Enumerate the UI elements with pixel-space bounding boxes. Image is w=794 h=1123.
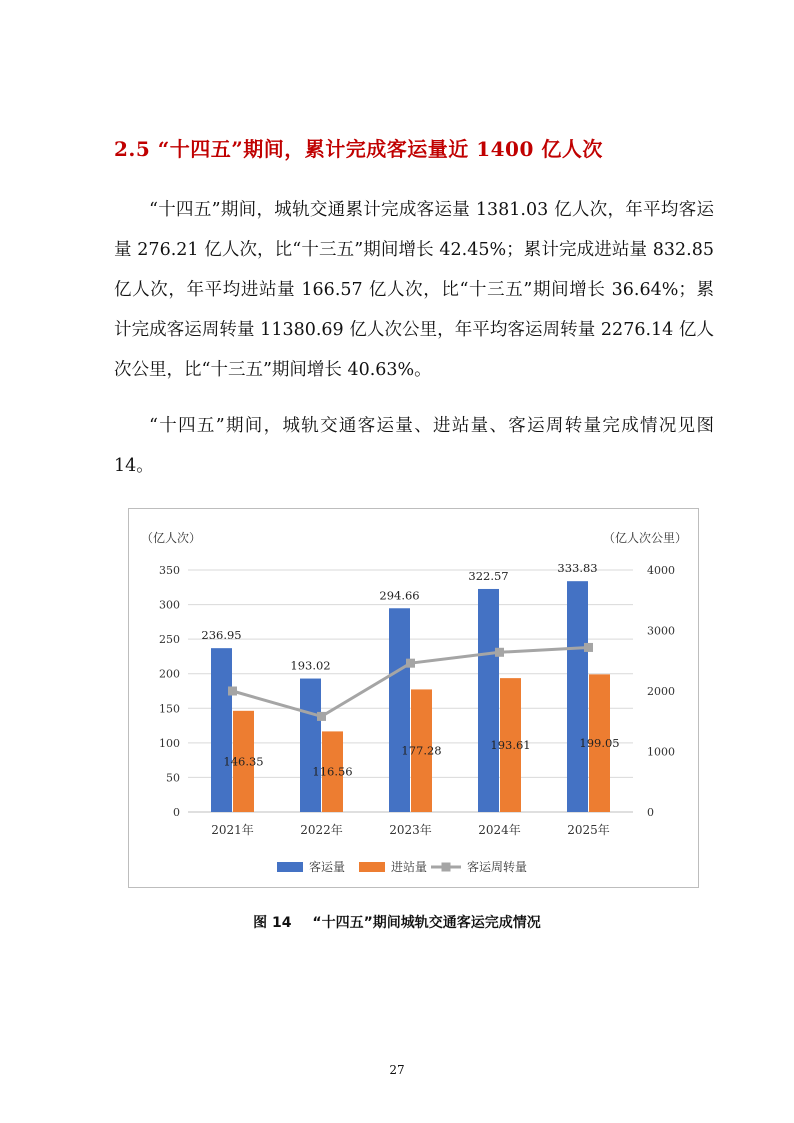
data-label-entry-volume: 193.61 [490, 738, 531, 753]
legend-label-entry-volume: 进站量 [391, 860, 428, 874]
point-passenger-turnover [495, 648, 504, 657]
right-axis-tick-label: 2000 [647, 685, 675, 698]
left-axis-tick-label: 100 [159, 736, 180, 750]
data-label-passenger-volume: 294.66 [379, 588, 420, 603]
right-axis-tick-label: 1000 [647, 745, 675, 759]
figure-caption [0, 912, 794, 932]
passenger-chart [129, 509, 700, 889]
paragraph-figure-reference: “十四五”期间，城轨交通客运量、进站量、客运周转量完成情况见图 14。 [114, 416, 714, 476]
data-label-entry-volume: 146.35 [223, 754, 264, 769]
right-axis-unit: （亿人次公里） [602, 531, 687, 545]
legend-label-passenger-volume: 客运量 [309, 860, 346, 874]
data-label-passenger-volume: 333.83 [557, 561, 598, 576]
point-passenger-turnover [228, 687, 237, 696]
left-axis-tick-label: 250 [159, 633, 180, 647]
x-axis-tick-label: 2023年 [389, 823, 432, 837]
left-axis-tick-label: 350 [159, 564, 180, 577]
legend-marker-passenger-turnover [442, 863, 451, 872]
x-axis-tick-label: 2022年 [300, 823, 343, 837]
bar-passenger-volume [567, 581, 588, 812]
right-axis-tick-label: 3000 [647, 624, 675, 638]
left-axis-tick-label: 200 [159, 667, 180, 681]
point-passenger-turnover [406, 659, 415, 668]
right-axis-tick-label: 0 [647, 806, 654, 819]
point-passenger-turnover [584, 643, 593, 652]
data-label-passenger-volume: 236.95 [201, 628, 242, 643]
line-passenger-turnover [233, 647, 589, 716]
x-axis-tick-label: 2021年 [211, 823, 254, 837]
data-label-entry-volume: 116.56 [312, 764, 353, 779]
section-heading: 2.5 “十四五”期间，累计完成客运量近 1400 亿人次 [114, 137, 603, 161]
left-axis-tick-label: 0 [173, 806, 180, 819]
bar-passenger-volume [478, 589, 499, 812]
left-axis-tick-label: 50 [166, 771, 180, 785]
left-axis-tick-label: 300 [159, 598, 180, 612]
figure-title: “十四五”期间城轨交通客运完成情况 [312, 915, 541, 931]
page-number: 27 [389, 1063, 405, 1077]
x-axis-tick-label: 2025年 [567, 823, 610, 837]
x-axis-tick-label: 2024年 [478, 823, 521, 837]
data-label-entry-volume: 199.05 [579, 736, 620, 751]
legend-swatch-entry-volume [359, 862, 385, 872]
figure-label: 图 14 [253, 915, 292, 931]
bar-passenger-volume [300, 679, 321, 812]
legend-label-passenger-turnover: 客运周转量 [467, 860, 528, 874]
right-axis-tick-label: 4000 [647, 564, 675, 577]
left-axis-tick-label: 150 [159, 702, 180, 716]
paragraph-summary: “十四五”期间，城轨交通累计完成客运量 1381.03 亿人次，年平均客运量 276.21 亿人次，比“十三五”期间增长 42.45%；累计完成进站量 832.85 亿人次，年平均进站量 166.57 亿人次，比“十三五”期间增长 36.64%；累计完成客运周转量 11380.69 亿人次公里，年平均客运周转量 2276.14 亿人次公里，比“十三五”期间增长 40.63%。 [114, 200, 714, 380]
data-label-entry-volume: 177.28 [401, 743, 442, 758]
data-label-passenger-volume: 193.02 [290, 658, 331, 673]
legend-swatch-passenger-volume [277, 862, 303, 872]
data-label-passenger-volume: 322.57 [468, 568, 509, 583]
point-passenger-turnover [317, 712, 326, 721]
bar-passenger-volume [211, 648, 232, 812]
figure-chart-container [128, 508, 699, 888]
bar-passenger-volume [389, 608, 410, 812]
left-axis-unit: （亿人次） [141, 531, 202, 545]
